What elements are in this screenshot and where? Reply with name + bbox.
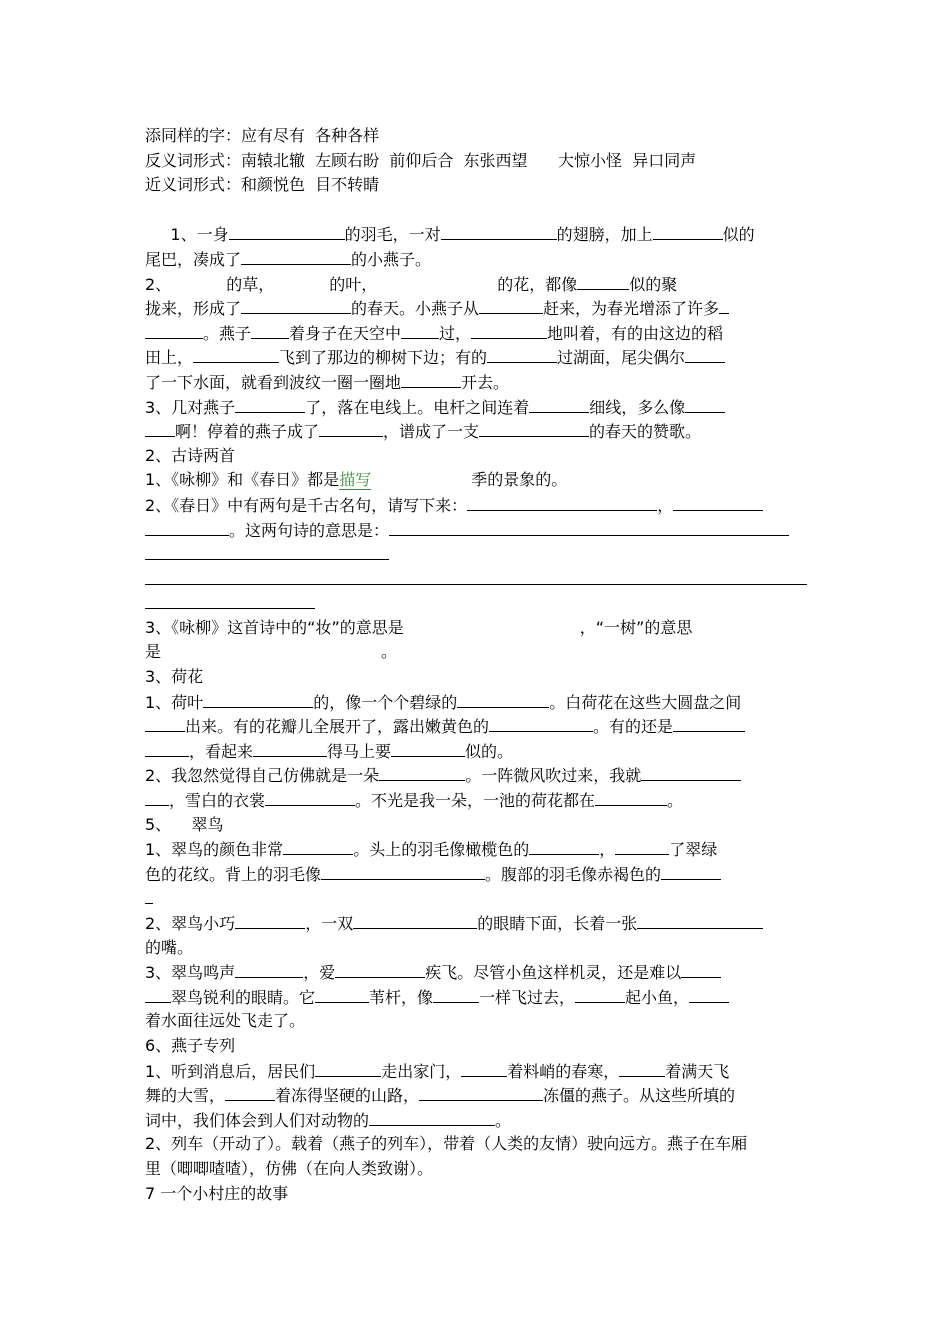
s5-q1-line2: 色的花纹。背上的羽毛像 。腹部的羽毛像赤褐色的 — [145, 862, 810, 887]
s2-q2-line1: 2、《春日》中有两句是千古名句，请写下来： ， — [145, 493, 810, 518]
blank[interactable] — [389, 518, 789, 536]
blank[interactable] — [145, 591, 315, 609]
s1-q3-line2: 啊！停着的燕子成了 ，谱成了一支 的春天的赞歌。 — [145, 419, 810, 444]
blank[interactable] — [681, 960, 721, 978]
worksheet-page — [145, 124, 810, 1206]
blank[interactable] — [145, 419, 175, 437]
blank[interactable] — [441, 222, 557, 240]
blank[interactable] — [619, 1059, 665, 1077]
blank[interactable] — [471, 321, 547, 339]
blank[interactable] — [529, 837, 599, 855]
blank[interactable] — [467, 493, 657, 511]
s3-q2-line1: 2、我忽然觉得自己仿佛就是一朵 。一阵微风吹过来，我就 — [145, 763, 810, 788]
s1-q2-line4: 田上， 飞到了那边的柳树下边；有的 过湖面，尾尖偶尔 — [145, 345, 810, 370]
blank[interactable] — [457, 690, 549, 708]
blank[interactable] — [673, 493, 763, 511]
blank[interactable] — [265, 788, 355, 806]
s1-q1-line2: 尾巴，凑成了 的小燕子。 — [145, 247, 810, 272]
blank[interactable] — [433, 985, 479, 1003]
s5-q2-line1: 2、翠鸟小巧 ，一双 的眼睛下面，长着一张 — [145, 911, 810, 936]
blank[interactable] — [145, 321, 203, 339]
s1-q2-line2: 拢来，形成了 的春天。小燕子从 赶来，为春光增添了许多 — [145, 296, 810, 321]
blank[interactable] — [719, 296, 729, 314]
s6-q1-line3: 词中，我们体会到人们对动物的 。 — [145, 1108, 810, 1133]
blank[interactable] — [595, 788, 667, 806]
blank[interactable] — [419, 1083, 543, 1101]
blank[interactable] — [319, 419, 383, 437]
s3-q1-line3: ，看起来 得马上要 似的。 — [145, 739, 810, 764]
s5-q1-line3 — [145, 886, 810, 911]
blank[interactable] — [479, 296, 543, 314]
s5-q2-line2: 的嘴。 — [145, 937, 194, 957]
blank[interactable] — [145, 985, 171, 1003]
blank[interactable] — [321, 862, 485, 880]
s3-q1-line1: 1、荷叶 的，像一个个碧绿的 。白荷花在这些大圆盘之间 — [145, 690, 810, 715]
blank[interactable] — [479, 419, 589, 437]
s1-q2-line1: 2、 的草， 的叶， 的花，都像 似的聚 — [145, 272, 810, 297]
blank[interactable] — [401, 370, 461, 388]
blank[interactable] — [193, 345, 279, 363]
vocab-line-1: 添同样的字：应有尽有 各种各样 — [145, 126, 380, 145]
blank[interactable] — [685, 395, 725, 413]
blank[interactable] — [685, 345, 725, 363]
blank[interactable] — [225, 1083, 275, 1101]
s6-q1-line2: 舞的大雪， 着冻得坚硬的山路， 冻僵的燕子。从这些所填的 — [145, 1083, 810, 1108]
blank[interactable] — [353, 911, 477, 929]
s5-q3-line1: 3、翠鸟鸣声 ，爱 疾飞。尽管小鱼这样机灵，还是难以 — [145, 960, 810, 985]
blank[interactable] — [229, 222, 345, 240]
s2-heading: 2、古诗两首 — [145, 445, 236, 465]
s2-q1: 1、《咏柳》和《春日》都是描写 季的景象的。 — [145, 470, 568, 490]
blank[interactable] — [145, 567, 807, 585]
s6-q2-line1: 2、列车（开动了）。载着（燕子的列车），带着（人类的友情）驶向远方。燕子在车厢 — [145, 1134, 748, 1154]
blank[interactable] — [335, 960, 425, 978]
blank[interactable] — [235, 911, 305, 929]
blank[interactable] — [241, 296, 351, 314]
blank[interactable] — [145, 518, 229, 536]
s2-q2-line5 — [145, 591, 810, 616]
blank[interactable] — [461, 1059, 507, 1077]
blank[interactable] — [369, 1108, 495, 1126]
blank[interactable] — [315, 985, 369, 1003]
s5-q3-line2: 翠鸟锐利的眼睛。它 苇杆，像 一样飞过去， 起小鱼， — [145, 985, 810, 1010]
s2-q2-line4 — [145, 567, 810, 592]
blank[interactable] — [241, 247, 351, 265]
blank[interactable] — [315, 1059, 381, 1077]
s1-q2-line3: 。燕子 着身子在天空中 过， 地叫着，有的由这边的稻 — [145, 321, 810, 346]
blank[interactable] — [689, 985, 729, 1003]
blank[interactable] — [235, 960, 303, 978]
blank[interactable] — [637, 911, 763, 929]
blank[interactable] — [391, 739, 465, 757]
blank[interactable] — [661, 862, 721, 880]
s5-q1-line1: 1、翠鸟的颜色非常 。头上的羽毛像橄榄色的 ， 了翠绿 — [145, 837, 810, 862]
vocab-line-3: 近义词形式：和颜悦色 目不转睛 — [145, 175, 380, 195]
s5-heading: 5、 翠鸟 — [145, 814, 224, 834]
s2-q2-line2: 。这两句诗的意思是： — [145, 518, 810, 543]
s2-q3-line2: 是 。 — [145, 642, 398, 662]
s2-q2-line3 — [145, 542, 810, 567]
blank[interactable] — [653, 222, 723, 240]
s1-q2-line5: 了一下水面，就看到波纹一圈一圈地 开去。 — [145, 370, 810, 395]
s7-heading: 7 一个小村庄的故事 — [145, 1183, 289, 1203]
blank[interactable] — [489, 714, 593, 732]
blank[interactable] — [529, 395, 589, 413]
s1-q1-line1: 1、一身 的羽毛，一对 的翅膀，加上 似的 — [145, 222, 810, 247]
vocab-line-2: 反义词形式：南辕北辙 左顾右盼 前仰后合 东张西望 大惊小怪 异口同声 — [145, 150, 697, 170]
blank[interactable] — [145, 788, 169, 806]
s3-q1-line2: 出来。有的花瓣儿全展开了，露出嫩黄色的 。有的还是 — [145, 714, 810, 739]
blank[interactable] — [283, 837, 353, 855]
blank[interactable] — [251, 321, 289, 339]
blank[interactable] — [203, 690, 313, 708]
s6-q1-line1: 1、听到消息后，居民们 走出家门， 着料峭的春寒， 着满天飞 — [145, 1059, 810, 1084]
blank[interactable] — [615, 837, 669, 855]
blank[interactable] — [145, 886, 153, 904]
blank[interactable] — [577, 272, 629, 290]
blank[interactable] — [145, 542, 389, 560]
s3-q2-line2: ，雪白的衣裳 。不光是我一朵，一池的荷花都在 。 — [145, 788, 810, 813]
s6-heading: 6、燕子专列 — [145, 1035, 236, 1055]
blank[interactable] — [235, 395, 305, 413]
green-answer: 描写 — [339, 470, 372, 490]
blank[interactable] — [379, 763, 465, 781]
blank[interactable] — [253, 739, 327, 757]
s5-q3-line3: 着水面往远处飞走了。 — [145, 1011, 306, 1031]
s1-q3-line1: 3、几对燕子 了，落在电线上。电杆之间连着 细线，多么像 — [145, 395, 810, 420]
blank[interactable] — [145, 739, 189, 757]
blank[interactable] — [641, 763, 741, 781]
blank[interactable] — [487, 345, 557, 363]
s2-q3-line1: 3、《咏柳》这首诗中的“妆”的意思是 ，“一树”的意思 — [145, 617, 693, 637]
s6-q2-line2: 里（唧唧喳喳），仿佛（在向人类致谢）。 — [145, 1158, 434, 1178]
blank[interactable] — [145, 714, 185, 732]
s3-heading: 3、荷花 — [145, 667, 204, 687]
blank[interactable] — [673, 714, 745, 732]
blank[interactable] — [401, 321, 439, 339]
blank[interactable] — [575, 985, 625, 1003]
